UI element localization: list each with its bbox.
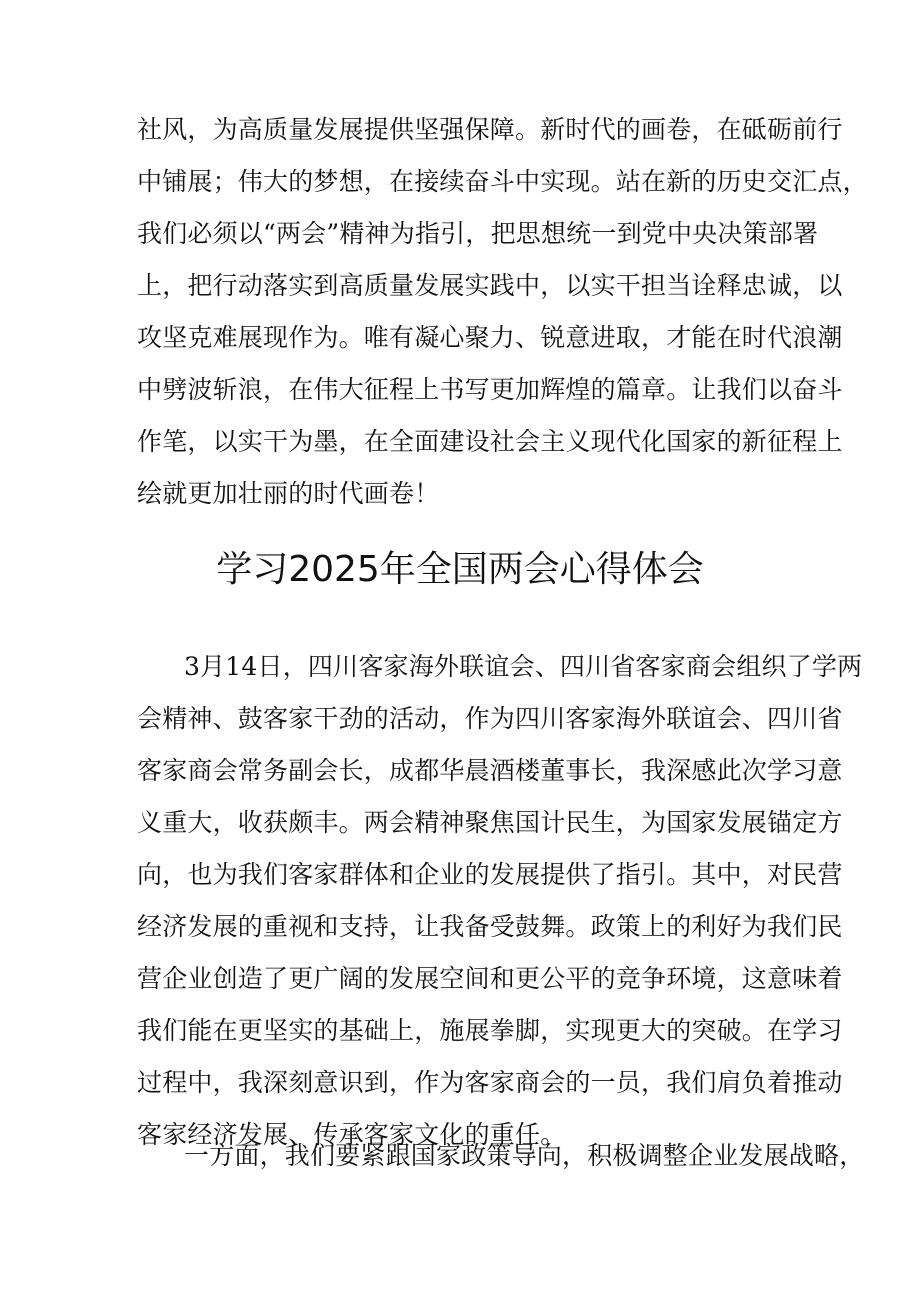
text-line: 过程中，我深刻意识到，作为客家商会的一员，我们肩负着推动 <box>137 1068 843 1097</box>
text-line: 客家商会常务副会长，成都华晨酒楼董事长，我深感此次学习意 <box>137 756 843 785</box>
text-line: 会精神、鼓客家干劲的活动，作为四川客家海外联谊会、四川省 <box>137 704 843 733</box>
text-line: 绘就更加壮丽的时代画卷！ <box>137 479 440 508</box>
previous-paragraph <box>137 104 868 520</box>
text-line: 一方面，我们要紧跟国家政策导向，积极调整企业发展战略， <box>184 1141 865 1170</box>
text-line: 客家经济发展、传承客家文化的重任。 <box>137 1120 566 1149</box>
article-paragraph-2 <box>137 1130 865 1182</box>
text-line: 中劈波斩浪，在伟大征程上书写更加辉煌的篇章。让我们以奋斗 <box>137 375 843 404</box>
text-line: 向，也为我们客家群体和企业的发展提供了指引。其中，对民营 <box>137 860 843 889</box>
text-line: 3月14日，四川客家海外联谊会、四川省客家商会组织了学两 <box>184 652 863 681</box>
article-paragraph-1 <box>137 641 863 1161</box>
text-line: 社风，为高质量发展提供坚强保障。新时代的画卷，在砥砺前行 <box>137 115 843 144</box>
text-line: 经济发展的重视和支持，让我备受鼓舞。政策上的利好为我们民 <box>137 912 843 941</box>
text-line: 中铺展；伟大的梦想，在接续奋斗中实现。站在新的历史交汇点， <box>137 167 868 196</box>
text-line: 义重大，收获颇丰。两会精神聚焦国计民生，为国家发展锚定方 <box>137 808 843 837</box>
article-title: 学习2025年全国两会心得体会 <box>216 549 704 590</box>
text-line: 攻坚克难展现作为。唯有凝心聚力、锐意进取，才能在时代浪潮 <box>137 323 843 352</box>
text-line: 我们必须以“两会”精神为指引，把思想统一到党中央决策部署 <box>137 219 819 248</box>
text-line: 作笔，以实干为墨，在全面建设社会主义现代化国家的新征程上 <box>137 427 843 456</box>
text-line: 上，把行动落实到高质量发展实践中，以实干担当诠释忠诚，以 <box>137 271 843 300</box>
text-line: 我们能在更坚实的基础上，施展拳脚，实现更大的突破。在学习 <box>137 1016 843 1045</box>
text-line: 营企业创造了更广阔的发展空间和更公平的竞争环境，这意味着 <box>137 964 843 993</box>
